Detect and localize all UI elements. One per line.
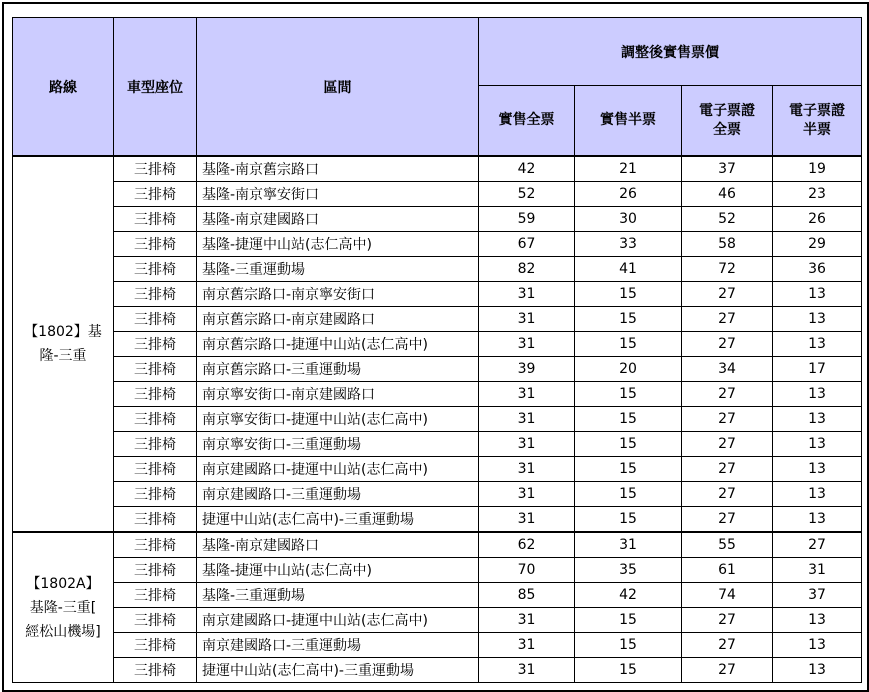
section-cell: 南京舊宗路口-南京寧安街口 (197, 282, 479, 307)
e-ticket-half-cell: 27 (773, 532, 862, 558)
route-name-line: 【1802A】 (26, 575, 100, 592)
e-ticket-half-cell: 13 (773, 658, 862, 683)
route-name-line: 【1802】基 (24, 324, 102, 340)
section-cell: 南京舊宗路口-南京建國路口 (197, 307, 479, 332)
route-name-line: 隆-三重 (39, 348, 87, 364)
table-row (13, 532, 862, 558)
header-route: 路線 (13, 18, 114, 157)
section-cell: 南京建國路口-三重運動場 (197, 482, 479, 507)
fare-table-header (13, 18, 862, 157)
e-ticket-half-cell: 13 (773, 282, 862, 307)
table-row (13, 507, 862, 533)
seat-type-cell: 三排椅 (114, 182, 197, 207)
e-ticket-full-cell: 27 (682, 507, 773, 533)
e-ticket-half-cell: 26 (773, 207, 862, 232)
table-row (13, 608, 862, 633)
seat-type-cell: 三排椅 (114, 407, 197, 432)
e-ticket-full-cell: 27 (682, 332, 773, 357)
half-fare-cell: 20 (575, 357, 682, 382)
e-ticket-full-cell: 27 (682, 282, 773, 307)
route-name-line: 基隆-三重[ (29, 599, 97, 616)
full-fare-cell: 67 (479, 232, 575, 257)
seat-type-cell: 三排椅 (114, 432, 197, 457)
fare-table-body (13, 156, 862, 683)
table-row (13, 332, 862, 357)
full-fare-cell: 31 (479, 332, 575, 357)
seat-type-cell: 三排椅 (114, 207, 197, 232)
table-row (13, 357, 862, 382)
table-row (13, 407, 862, 432)
route-name-cell (13, 532, 114, 683)
e-ticket-full-cell: 27 (682, 432, 773, 457)
full-fare-cell: 31 (479, 307, 575, 332)
full-fare-cell: 52 (479, 182, 575, 207)
table-row (13, 558, 862, 583)
e-ticket-full-cell: 27 (682, 307, 773, 332)
e-ticket-full-cell: 27 (682, 658, 773, 683)
e-ticket-full-cell: 72 (682, 257, 773, 282)
full-fare-cell: 31 (479, 507, 575, 533)
half-fare-cell: 33 (575, 232, 682, 257)
table-row (13, 658, 862, 683)
header-e-ticket-half-line1: 電子票證 (789, 102, 845, 119)
header-seat: 車型座位 (114, 18, 197, 157)
section-cell: 南京寧安街口-捷運中山站(志仁高中) (197, 407, 479, 432)
section-cell: 基隆-南京建國路口 (197, 207, 479, 232)
fare-table (12, 17, 862, 683)
e-ticket-half-cell: 19 (773, 156, 862, 182)
header-e-ticket-full-line1: 電子票證 (699, 102, 755, 119)
seat-type-cell: 三排椅 (114, 282, 197, 307)
full-fare-cell: 31 (479, 432, 575, 457)
section-cell: 南京舊宗路口-三重運動場 (197, 357, 479, 382)
full-fare-cell: 31 (479, 658, 575, 683)
table-row (13, 257, 862, 282)
e-ticket-full-cell: 27 (682, 457, 773, 482)
e-ticket-full-cell: 27 (682, 608, 773, 633)
full-fare-cell: 31 (479, 382, 575, 407)
e-ticket-half-cell: 13 (773, 432, 862, 457)
e-ticket-full-cell: 34 (682, 357, 773, 382)
table-row (13, 182, 862, 207)
full-fare-cell: 39 (479, 357, 575, 382)
section-cell: 南京寧安街口-三重運動場 (197, 432, 479, 457)
table-row (13, 432, 862, 457)
e-ticket-full-cell: 61 (682, 558, 773, 583)
section-cell: 捷運中山站(志仁高中)-三重運動場 (197, 658, 479, 683)
full-fare-cell: 85 (479, 583, 575, 608)
half-fare-cell: 35 (575, 558, 682, 583)
seat-type-cell: 三排椅 (114, 633, 197, 658)
full-fare-cell: 31 (479, 633, 575, 658)
table-row (13, 382, 862, 407)
full-fare-cell: 82 (479, 257, 575, 282)
seat-type-cell: 三排椅 (114, 232, 197, 257)
e-ticket-half-cell: 23 (773, 182, 862, 207)
seat-type-cell: 三排椅 (114, 507, 197, 533)
section-cell: 基隆-捷運中山站(志仁高中) (197, 232, 479, 257)
header-half-fare: 實售半票 (575, 86, 682, 157)
section-cell: 南京建國路口-捷運中山站(志仁高中) (197, 457, 479, 482)
seat-type-cell: 三排椅 (114, 532, 197, 558)
seat-type-cell: 三排椅 (114, 332, 197, 357)
table-row (13, 583, 862, 608)
seat-type-cell: 三排椅 (114, 382, 197, 407)
e-ticket-full-cell: 58 (682, 232, 773, 257)
table-row (13, 307, 862, 332)
section-cell: 基隆-南京寧安街口 (197, 182, 479, 207)
section-cell: 南京寧安街口-南京建國路口 (197, 382, 479, 407)
seat-type-cell: 三排椅 (114, 482, 197, 507)
half-fare-cell: 15 (575, 633, 682, 658)
e-ticket-half-cell: 13 (773, 482, 862, 507)
table-row (13, 232, 862, 257)
half-fare-cell: 15 (575, 282, 682, 307)
seat-type-cell: 三排椅 (114, 156, 197, 182)
half-fare-cell: 15 (575, 407, 682, 432)
section-cell: 捷運中山站(志仁高中)-三重運動場 (197, 507, 479, 533)
header-adjusted-price: 調整後實售票價 (479, 18, 862, 86)
section-cell: 基隆-南京建國路口 (197, 532, 479, 558)
e-ticket-full-cell: 74 (682, 583, 773, 608)
section-cell: 南京建國路口-三重運動場 (197, 633, 479, 658)
table-row (13, 457, 862, 482)
full-fare-cell: 31 (479, 457, 575, 482)
half-fare-cell: 15 (575, 608, 682, 633)
section-cell: 南京舊宗路口-捷運中山站(志仁高中) (197, 332, 479, 357)
table-row (13, 633, 862, 658)
e-ticket-half-cell: 13 (773, 382, 862, 407)
half-fare-cell: 42 (575, 583, 682, 608)
full-fare-cell: 62 (479, 532, 575, 558)
half-fare-cell: 15 (575, 457, 682, 482)
e-ticket-half-cell: 13 (773, 407, 862, 432)
seat-type-cell: 三排椅 (114, 608, 197, 633)
half-fare-cell: 15 (575, 382, 682, 407)
section-cell: 基隆-三重運動場 (197, 583, 479, 608)
e-ticket-full-cell: 27 (682, 633, 773, 658)
half-fare-cell: 15 (575, 307, 682, 332)
table-row (13, 282, 862, 307)
header-e-ticket-half (773, 86, 862, 157)
e-ticket-full-cell: 27 (682, 382, 773, 407)
section-cell: 基隆-三重運動場 (197, 257, 479, 282)
route-name-line: 經松山機場] (25, 623, 101, 640)
half-fare-cell: 15 (575, 432, 682, 457)
seat-type-cell: 三排椅 (114, 357, 197, 382)
header-e-ticket-half-line2: 半票 (803, 121, 831, 138)
e-ticket-half-cell: 17 (773, 357, 862, 382)
seat-type-cell: 三排椅 (114, 257, 197, 282)
seat-type-cell: 三排椅 (114, 583, 197, 608)
full-fare-cell: 31 (479, 608, 575, 633)
half-fare-cell: 15 (575, 332, 682, 357)
half-fare-cell: 15 (575, 482, 682, 507)
full-fare-cell: 31 (479, 407, 575, 432)
e-ticket-half-cell: 31 (773, 558, 862, 583)
e-ticket-half-cell: 36 (773, 257, 862, 282)
e-ticket-half-cell: 13 (773, 507, 862, 533)
full-fare-cell: 31 (479, 282, 575, 307)
half-fare-cell: 15 (575, 658, 682, 683)
full-fare-cell: 70 (479, 558, 575, 583)
seat-type-cell: 三排椅 (114, 658, 197, 683)
section-cell: 基隆-南京舊宗路口 (197, 156, 479, 182)
e-ticket-full-cell: 27 (682, 482, 773, 507)
full-fare-cell: 31 (479, 482, 575, 507)
e-ticket-half-cell: 29 (773, 232, 862, 257)
header-e-ticket-full-line2: 全票 (713, 121, 741, 138)
e-ticket-full-cell: 52 (682, 207, 773, 232)
seat-type-cell: 三排椅 (114, 558, 197, 583)
e-ticket-full-cell: 27 (682, 407, 773, 432)
table-row (13, 482, 862, 507)
document-frame (2, 2, 869, 692)
seat-type-cell: 三排椅 (114, 307, 197, 332)
half-fare-cell: 26 (575, 182, 682, 207)
e-ticket-half-cell: 13 (773, 332, 862, 357)
half-fare-cell: 31 (575, 532, 682, 558)
e-ticket-full-cell: 37 (682, 156, 773, 182)
half-fare-cell: 21 (575, 156, 682, 182)
e-ticket-half-cell: 13 (773, 633, 862, 658)
header-full-fare: 實售全票 (479, 86, 575, 157)
full-fare-cell: 42 (479, 156, 575, 182)
e-ticket-half-cell: 13 (773, 307, 862, 332)
e-ticket-half-cell: 13 (773, 608, 862, 633)
e-ticket-half-cell: 13 (773, 457, 862, 482)
header-e-ticket-full (682, 86, 773, 157)
table-row (13, 156, 862, 182)
section-cell: 基隆-捷運中山站(志仁高中) (197, 558, 479, 583)
e-ticket-half-cell: 37 (773, 583, 862, 608)
table-row (13, 207, 862, 232)
half-fare-cell: 41 (575, 257, 682, 282)
section-cell: 南京建國路口-捷運中山站(志仁高中) (197, 608, 479, 633)
seat-type-cell: 三排椅 (114, 457, 197, 482)
route-name-cell (13, 156, 114, 532)
e-ticket-full-cell: 46 (682, 182, 773, 207)
header-section: 區間 (197, 18, 479, 157)
half-fare-cell: 15 (575, 507, 682, 533)
e-ticket-full-cell: 55 (682, 532, 773, 558)
full-fare-cell: 59 (479, 207, 575, 232)
half-fare-cell: 30 (575, 207, 682, 232)
